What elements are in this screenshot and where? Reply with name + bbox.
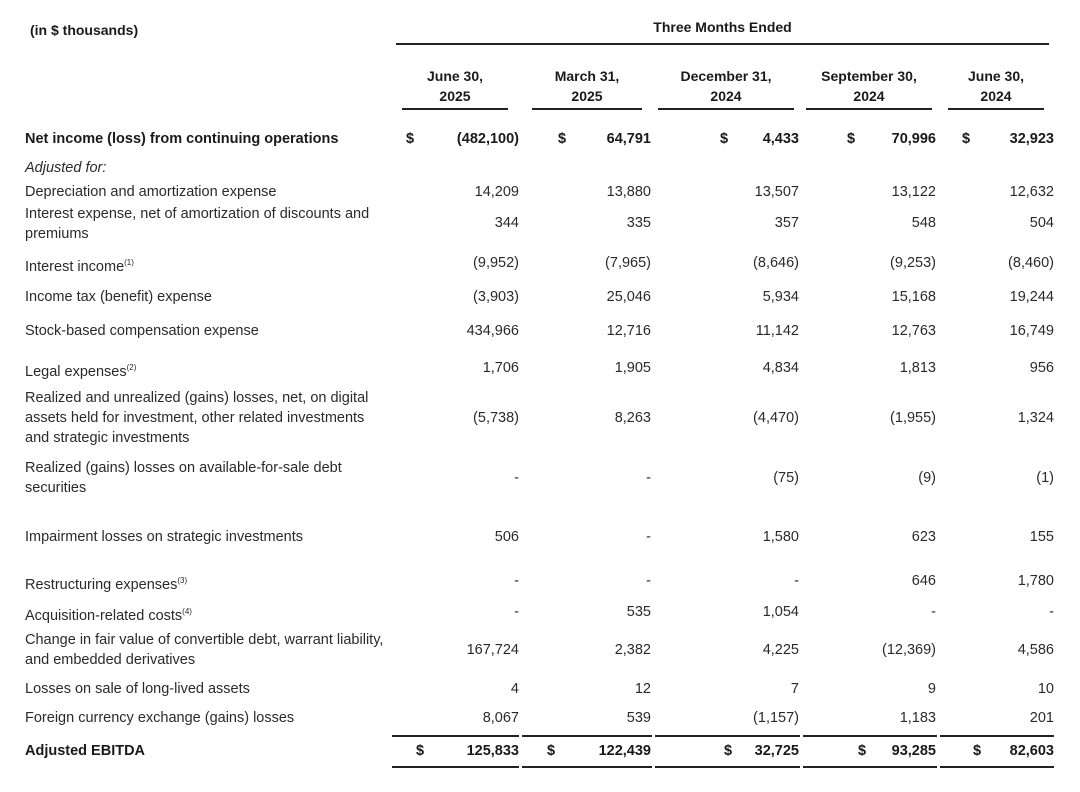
- row-label: Foreign currency exchange (gains) losses: [25, 710, 295, 726]
- column-divider: [658, 108, 794, 110]
- cell-value: 25,046: [606, 289, 651, 305]
- footnote-marker: (3): [177, 576, 188, 585]
- row-label: Acquisition-related costs$^{(4)}$: [25, 607, 192, 624]
- row-label: Interest income$^{(1)}$: [25, 258, 134, 275]
- column-header-sep-2024: September 30, 2024: [821, 68, 917, 104]
- currency-symbol: $: [416, 743, 425, 759]
- total-underline: [803, 766, 937, 768]
- cell-value: 8,067: [482, 710, 519, 726]
- cell-value: 82,603: [1009, 743, 1054, 759]
- cell-value: (9): [918, 470, 936, 486]
- cell-value: (1,955): [890, 410, 936, 426]
- cell-value: (9,253): [890, 255, 936, 271]
- currency-symbol: $: [973, 743, 982, 759]
- column-header-dec-2024: December 31, 2024: [680, 68, 772, 104]
- total-underline: [655, 766, 800, 768]
- row-label: Impairment losses on strategic investments: [25, 529, 304, 545]
- cell-value: 2,382: [614, 642, 651, 658]
- cell-value: 201: [1029, 710, 1054, 726]
- total-divider: [392, 735, 519, 737]
- cell-value: -: [646, 573, 651, 589]
- cell-value: 7: [790, 681, 799, 697]
- cell-value: 1,780: [1017, 573, 1054, 589]
- cell-value: 14,209: [474, 184, 519, 200]
- footnote-marker: (4): [182, 607, 192, 616]
- cell-value: -: [646, 470, 651, 486]
- row-label: Net income (loss) from continuing operations: [25, 131, 339, 147]
- footnote-marker: (1): [124, 258, 134, 267]
- column-header-mar-2025: March 31, 2025: [554, 68, 620, 104]
- currency-symbol: $: [558, 131, 567, 147]
- cell-value: 335: [626, 215, 651, 231]
- cell-value: (8,460): [1008, 255, 1054, 271]
- cell-value: (1,157): [753, 710, 799, 726]
- column-header-jun-2025: June 30, 2025: [426, 68, 484, 104]
- group-divider: [396, 43, 1049, 45]
- group-title: Three Months Ended: [653, 19, 792, 35]
- cell-value: 12,763: [891, 323, 936, 339]
- footnote-marker: (2): [126, 363, 137, 372]
- cell-value: 4,586: [1017, 642, 1054, 658]
- cell-value: 1,706: [482, 360, 519, 376]
- row-label: Legal expenses$^{(2)}$: [25, 363, 137, 380]
- total-divider: [655, 735, 800, 737]
- cell-value: 10: [1037, 681, 1054, 697]
- cell-value: 12: [634, 681, 651, 697]
- cell-value: 13,880: [606, 184, 651, 200]
- cell-value: (9,952): [473, 255, 519, 271]
- currency-symbol: $: [858, 743, 867, 759]
- cell-value: 15,168: [891, 289, 936, 305]
- cell-value: 13,507: [754, 184, 799, 200]
- row-label: Realized (gains) losses on available-for-sale debt securities: [25, 460, 342, 496]
- cell-value: 646: [911, 573, 936, 589]
- total-underline: [392, 766, 519, 768]
- cell-value: (75): [773, 470, 799, 486]
- cell-value: 357: [774, 215, 799, 231]
- cell-value: 93,285: [891, 743, 936, 759]
- cell-value: 1,183: [899, 710, 936, 726]
- cell-value: -: [794, 573, 799, 589]
- section-label: Adjusted for:: [25, 160, 107, 176]
- row-label: Adjusted EBITDA: [25, 743, 146, 759]
- total-divider: [522, 735, 652, 737]
- cell-value: 4: [510, 681, 519, 697]
- cell-value: -: [514, 573, 519, 589]
- row-label: Realized and unrealized (gains) losses, net, on digital assets held for investment, other related investments and strategic investments: [25, 390, 369, 446]
- currency-symbol: $: [724, 743, 733, 759]
- cell-value: 539: [626, 710, 651, 726]
- cell-value: 344: [494, 215, 519, 231]
- cell-value: -: [514, 604, 519, 620]
- cell-value: 32,725: [754, 743, 799, 759]
- cell-value: 122,439: [598, 743, 651, 759]
- cell-value: (8,646): [753, 255, 799, 271]
- total-underline: [940, 766, 1054, 768]
- total-underline: [522, 766, 652, 768]
- cell-value: 956: [1029, 360, 1054, 376]
- cell-value: -: [514, 470, 519, 486]
- column-divider: [532, 108, 642, 110]
- cell-value: 1,580: [762, 529, 799, 545]
- column-divider: [948, 108, 1044, 110]
- cell-value: 32,923: [1009, 131, 1054, 147]
- cell-value: 4,834: [762, 360, 799, 376]
- currency-symbol: $: [962, 131, 971, 147]
- row-label: Income tax (benefit) expense: [25, 289, 212, 305]
- cell-value: 12,632: [1009, 184, 1054, 200]
- cell-value: 535: [626, 604, 651, 620]
- cell-value: 504: [1029, 215, 1054, 231]
- cell-value: 19,244: [1009, 289, 1054, 305]
- cell-value: 434,966: [466, 323, 519, 339]
- cell-value: 13,122: [891, 184, 936, 200]
- cell-value: -: [1049, 604, 1054, 620]
- cell-value: (1): [1036, 470, 1054, 486]
- cell-value: 4,225: [762, 642, 799, 658]
- cell-value: 64,791: [606, 131, 651, 147]
- cell-value: 1,813: [899, 360, 936, 376]
- units-label: (in $ thousands): [30, 22, 139, 38]
- cell-value: 1,054: [762, 604, 799, 620]
- column-divider: [806, 108, 932, 110]
- total-divider: [803, 735, 937, 737]
- cell-value: 9: [927, 681, 936, 697]
- row-label: Stock-based compensation expense: [25, 323, 259, 339]
- row-label: Change in fair value of convertible debt, warrant liability, and embedded derivatives: [25, 632, 384, 668]
- row-label: Losses on sale of long-lived assets: [25, 681, 250, 697]
- cell-value: (5,738): [473, 410, 519, 426]
- cell-value: 16,749: [1009, 323, 1054, 339]
- cell-value: 623: [911, 529, 936, 545]
- row-label: Interest expense, net of amortization of discounts and premiums: [25, 206, 370, 242]
- cell-value: 70,996: [891, 131, 936, 147]
- cell-value: 8,263: [614, 410, 651, 426]
- currency-symbol: $: [547, 743, 556, 759]
- cell-value: -: [646, 529, 651, 545]
- row-label: Restructuring expenses$^{(3)}$: [25, 576, 188, 593]
- currency-symbol: $: [847, 131, 856, 147]
- cell-value: 506: [494, 529, 519, 545]
- total-divider: [940, 735, 1054, 737]
- cell-value: (3,903): [473, 289, 519, 305]
- cell-value: (7,965): [605, 255, 651, 271]
- row-label: Depreciation and amortization expense: [25, 184, 277, 200]
- cell-value: 548: [911, 215, 936, 231]
- cell-value: 167,724: [466, 642, 519, 658]
- cell-value: 12,716: [606, 323, 651, 339]
- currency-symbol: $: [406, 131, 415, 147]
- cell-value: 5,934: [762, 289, 799, 305]
- column-divider: [402, 108, 508, 110]
- cell-value: 11,142: [755, 323, 799, 339]
- cell-value: 4,433: [762, 131, 799, 147]
- cell-value: (4,470): [753, 410, 799, 426]
- cell-value: 125,833: [466, 743, 519, 759]
- column-header-jun-2024: June 30, 2024: [967, 68, 1025, 104]
- cell-value: 1,905: [614, 360, 651, 376]
- cell-value: 1,324: [1017, 410, 1054, 426]
- cell-value: 155: [1029, 529, 1054, 545]
- currency-symbol: $: [720, 131, 729, 147]
- cell-value: (482,100): [456, 131, 519, 147]
- cell-value: -: [931, 604, 936, 620]
- cell-value: (12,369): [881, 642, 936, 658]
